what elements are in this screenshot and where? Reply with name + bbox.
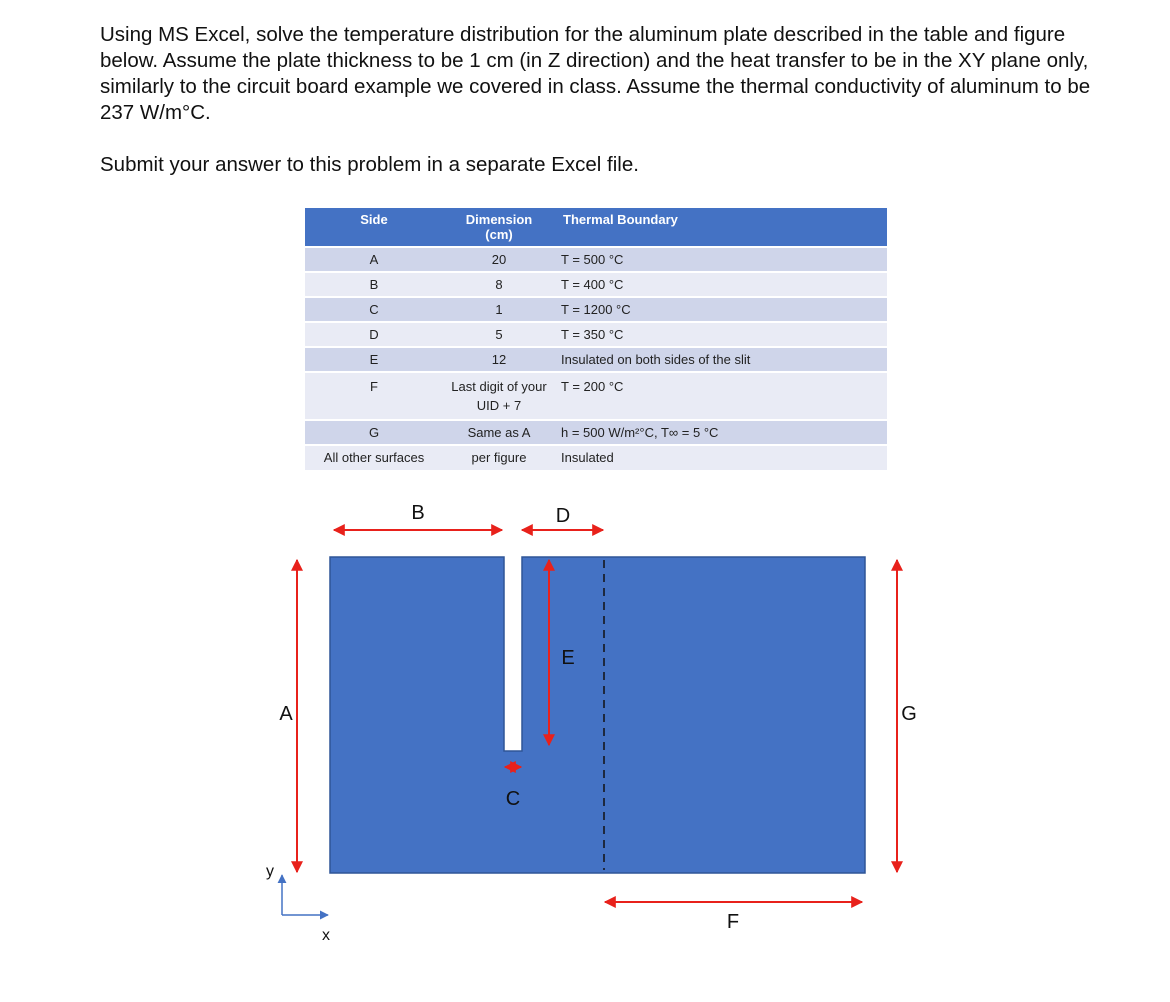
cell-dimension: 1 xyxy=(443,297,555,322)
cell-boundary: T = 200 °C xyxy=(555,372,887,420)
cell-side: B xyxy=(305,272,443,297)
header-thermal-boundary: Thermal Boundary xyxy=(555,208,887,247)
axis-x-label: x xyxy=(322,927,330,944)
cell-side: C xyxy=(305,297,443,322)
header-side: Side xyxy=(305,208,443,247)
cell-side: All other surfaces xyxy=(305,445,443,470)
cell-dimension: 5 xyxy=(443,322,555,347)
aluminum-plate xyxy=(330,557,865,873)
label-f: F xyxy=(726,911,740,933)
label-g: G xyxy=(901,703,917,725)
cell-side: E xyxy=(305,347,443,372)
label-e: E xyxy=(561,647,575,669)
cell-boundary: T = 500 °C xyxy=(555,247,887,272)
cell-dimension: 8 xyxy=(443,272,555,297)
cell-dimension: 12 xyxy=(443,347,555,372)
cell-dimension: Same as A xyxy=(443,420,555,445)
cell-dimension: per figure xyxy=(443,445,555,470)
problem-paragraph: Using MS Excel, solve the temperature distribution for the aluminum plate described in the table and figure below. Assume the plate thickness to be 1 cm (in Z direction) and the heat transfer to be in the XY plane only, similarly to the circuit board example we covered in class. Assume the thermal conductivity of aluminum to be 237 W/m°C. xyxy=(100,23,1091,124)
cell-boundary: T = 350 °C xyxy=(555,322,887,347)
axis-y-label: y xyxy=(266,863,274,880)
cell-side: G xyxy=(305,420,443,445)
cell-boundary: Insulated on both sides of the slit xyxy=(555,347,887,372)
label-d: D xyxy=(555,505,571,527)
cell-dimension: Last digit of your UID + 7 xyxy=(443,372,555,420)
cell-boundary: T = 400 °C xyxy=(555,272,887,297)
cell-dimension: 20 xyxy=(443,247,555,272)
label-c: C xyxy=(505,788,521,810)
label-a: A xyxy=(279,703,293,725)
cell-side: F xyxy=(305,372,443,420)
submit-instruction: Submit your answer to this problem in a separate Excel file. xyxy=(100,153,639,176)
cell-boundary: Insulated xyxy=(555,445,887,470)
label-b: B xyxy=(411,502,425,524)
cell-boundary: T = 1200 °C xyxy=(555,297,887,322)
cell-side: D xyxy=(305,322,443,347)
cell-side: A xyxy=(305,247,443,272)
cell-boundary: h = 500 W/m²°C, T∞ = 5 °C xyxy=(555,420,887,445)
header-dimension: Dimension (cm) xyxy=(443,208,555,247)
